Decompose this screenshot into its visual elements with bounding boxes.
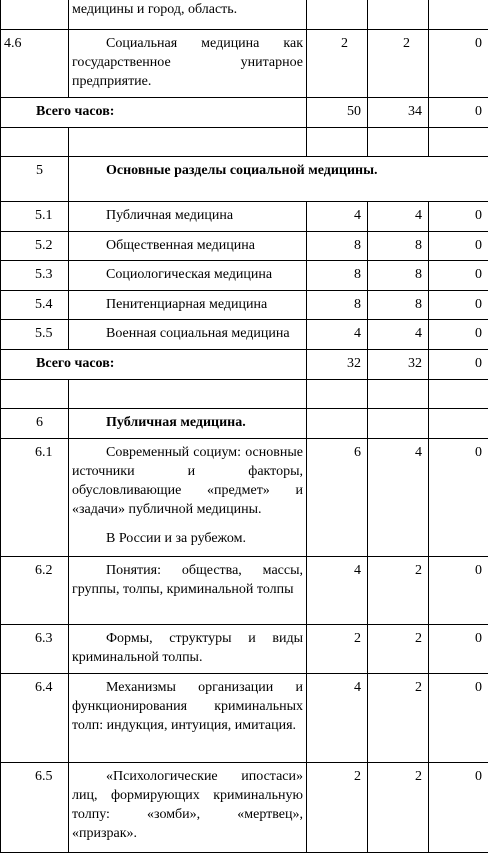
hours-lecture: 2 [368,625,429,674]
row-number [1,0,69,30]
row-number: 5.2 [1,232,69,261]
row-title: Пенитенциарная медицина [69,291,307,320]
table-row [1,232,488,261]
row-number: 5.3 [1,261,69,291]
hours-other: 0 [429,625,488,674]
hours-other: 0 [429,674,488,763]
hours-lecture: 4 [368,320,429,350]
hours-other: 0 [429,261,488,291]
hours-total: 4 [307,202,368,232]
row-title: Общественная медицина [69,232,307,261]
row-title: Понятия: общества, массы, группы, толпы, криминальной толпы [69,557,307,625]
row-number: 5.5 [1,320,69,350]
hours-lecture: 8 [368,232,429,261]
hours-other [429,0,488,30]
row-title: Механизмы организации и функционирования криминальных толп: индукция, интуиция, имитация. [69,674,307,763]
total-lecture: 34 [368,98,429,128]
total-row [1,98,488,128]
hours-lecture: 2 [368,674,429,763]
hours-total: 2 [307,625,368,674]
hours-other: 0 [429,291,488,320]
row-number: 5.4 [1,291,69,320]
table-row [1,291,488,320]
table-row [1,763,488,853]
row-number: 6.3 [1,625,69,674]
table-row [1,0,488,30]
row-title-note: В России и за рубежом. [72,529,303,548]
hours-other: 0 [429,557,488,625]
row-number: 6.4 [1,674,69,763]
row-title: «Психологические ипостаси» лиц, формирующих криминальную толпу: «зомби», «мертвец», «призрак». [69,763,307,853]
hours-other: 0 [429,30,488,98]
row-title-cell [69,439,307,557]
total-label: Всего часов: [1,350,307,380]
section-row [1,157,488,202]
section-number: 6 [1,409,69,439]
row-title: Социальная медицина как государственное унитарное предприятие. [69,30,307,98]
row-number: 6.1 [1,439,69,557]
total-lecture: 32 [368,350,429,380]
hours-other: 0 [429,320,488,350]
row-number: 6.2 [1,557,69,625]
hours-total: 2 [307,30,368,98]
hours-total: 2 [307,763,368,853]
total-hours: 50 [307,98,368,128]
hours-lecture: 2 [368,557,429,625]
table-row [1,261,488,291]
hours-lecture: 8 [368,291,429,320]
table-row [1,30,488,98]
hours-lecture: 8 [368,261,429,291]
hours-lecture: 4 [368,439,429,557]
hours-total: 4 [307,674,368,763]
hours-total: 4 [307,557,368,625]
section-row [1,409,488,439]
hours-lecture: 2 [368,30,429,98]
hours-total: 4 [307,320,368,350]
hours-total: 6 [307,439,368,557]
hours-other: 0 [429,232,488,261]
total-row [1,350,488,380]
row-number: 6.5 [1,763,69,853]
table-row [1,625,488,674]
total-other: 0 [429,98,488,128]
hours-lecture: 2 [368,763,429,853]
hours-total [307,0,368,30]
hours-total: 8 [307,291,368,320]
row-title: медицины и город, область. [69,0,307,30]
total-hours: 32 [307,350,368,380]
row-title: Публичная медицина [69,202,307,232]
section-title: Основные разделы социальной медицины. [69,157,488,202]
table-row [1,439,488,557]
table-row [1,202,488,232]
table-row [1,320,488,350]
hours-other: 0 [429,439,488,557]
hours-other: 0 [429,763,488,853]
row-title: Формы, структуры и виды криминальной толпы. [69,625,307,674]
hours-total: 8 [307,232,368,261]
hours-lecture [368,0,429,30]
spacer-row [1,380,488,409]
section-title: Публичная медицина. [69,409,307,439]
row-number: 5.1 [1,202,69,232]
hours-other: 0 [429,202,488,232]
row-title: Социологическая медицина [69,261,307,291]
table-row [1,557,488,625]
hours-lecture: 4 [368,202,429,232]
total-other: 0 [429,350,488,380]
total-label: Всего часов: [1,98,307,128]
row-title: Современный социум: основные источники и факторы, обусловливающие «предмет» и «задачи» публичной медицины. [72,443,303,519]
section-number: 5 [1,157,69,202]
row-number: 4.6 [1,30,69,98]
row-title: Военная социальная медицина [69,320,307,350]
hours-total: 8 [307,261,368,291]
table-row [1,674,488,763]
spacer-row [1,128,488,157]
